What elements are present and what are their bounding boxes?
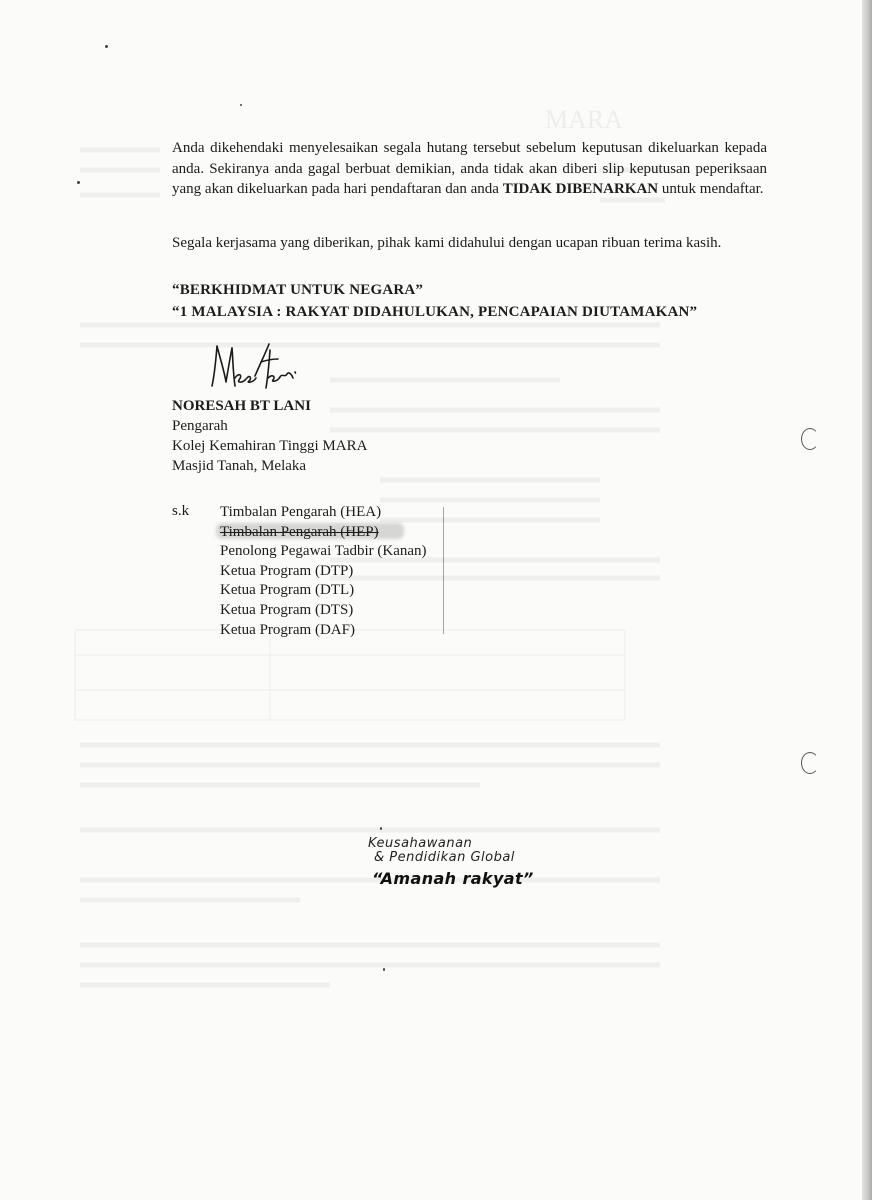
handwritten-signature xyxy=(206,342,301,404)
paragraph-1-bold-text: TIDAK DIBENARKAN xyxy=(502,181,659,197)
copies-margin-line xyxy=(443,507,444,634)
scan-speck xyxy=(240,104,242,106)
paragraph-thanks: Segala kerjasama yang diberikan, pihak kami didahului dengan ucapan ribuan terima kasih. xyxy=(172,235,722,251)
signatory-title: Pengarah xyxy=(172,418,228,434)
logo-line-amanah-rakyat: “Amanah rakyat” xyxy=(372,869,534,888)
punch-hole-top xyxy=(801,428,819,450)
recipient-ketua-program-dts: Ketua Program (DTS) xyxy=(220,601,354,618)
logo-line-keusahawanan: Keusahawanan xyxy=(368,836,473,851)
signatory-name: NORESAH BT LANI xyxy=(172,398,311,414)
copies-recipient-list xyxy=(220,503,427,640)
signature-block xyxy=(172,396,367,476)
page-edge-shadow xyxy=(862,0,872,1200)
scan-speck xyxy=(105,45,108,48)
recipient-timbalan-pengarah-hea: Timbalan Pengarah (HEA) xyxy=(220,504,382,520)
recipient-penolong-pegawai-tadbir: Penolong Pegawai Tadbir (Kanan) xyxy=(220,543,427,560)
motto-1-malaysia: “1 MALAYSIA : RAKYAT DIDAHULUKAN, PENCAPAIAN DIUTAMAKAN” xyxy=(172,304,698,320)
svg-text:MARA: MARA xyxy=(545,105,624,134)
punch-hole-bottom xyxy=(801,752,819,774)
logo-line-pendidikan-global: & Pendidikan Global xyxy=(374,850,515,865)
signatory-organization: Kolej Kemahiran Tinggi MARA xyxy=(172,438,368,454)
scan-speck xyxy=(383,968,385,971)
recipient-ketua-program-dtl: Ketua Program (DTL) xyxy=(220,582,355,599)
paragraph-1-text-end: untuk mendaftar. xyxy=(661,181,764,197)
scan-speck xyxy=(77,181,80,184)
recipient-timbalan-pengarah-hep: Timbalan Pengarah (HEP) xyxy=(220,523,379,540)
keusahawanan-logo xyxy=(364,836,594,896)
copies-label: s.k xyxy=(172,503,190,519)
signatory-location: Masjid Tanah, Melaka xyxy=(172,458,307,474)
scan-speck xyxy=(380,827,382,830)
paragraph-1-text: Anda dikehendaki menyelesaikan segala hutang tersebut sebelum keputusan dikeluarkan kepada anda. Sekiranya anda gagal berbuat demikian, anda tidak akan diberi slip keputusan peperiksaan yang akan dikeluarkan pada hari pendaftaran dan anda xyxy=(172,140,767,197)
paragraph-outstanding-debts xyxy=(172,138,767,200)
recipient-ketua-program-dtp: Ketua Program (DTP) xyxy=(220,562,354,579)
recipient-ketua-program-daf: Ketua Program (DAF) xyxy=(220,621,355,638)
motto-berkhidmat: “BERKHIDMAT UNTUK NEGARA” xyxy=(172,282,424,298)
